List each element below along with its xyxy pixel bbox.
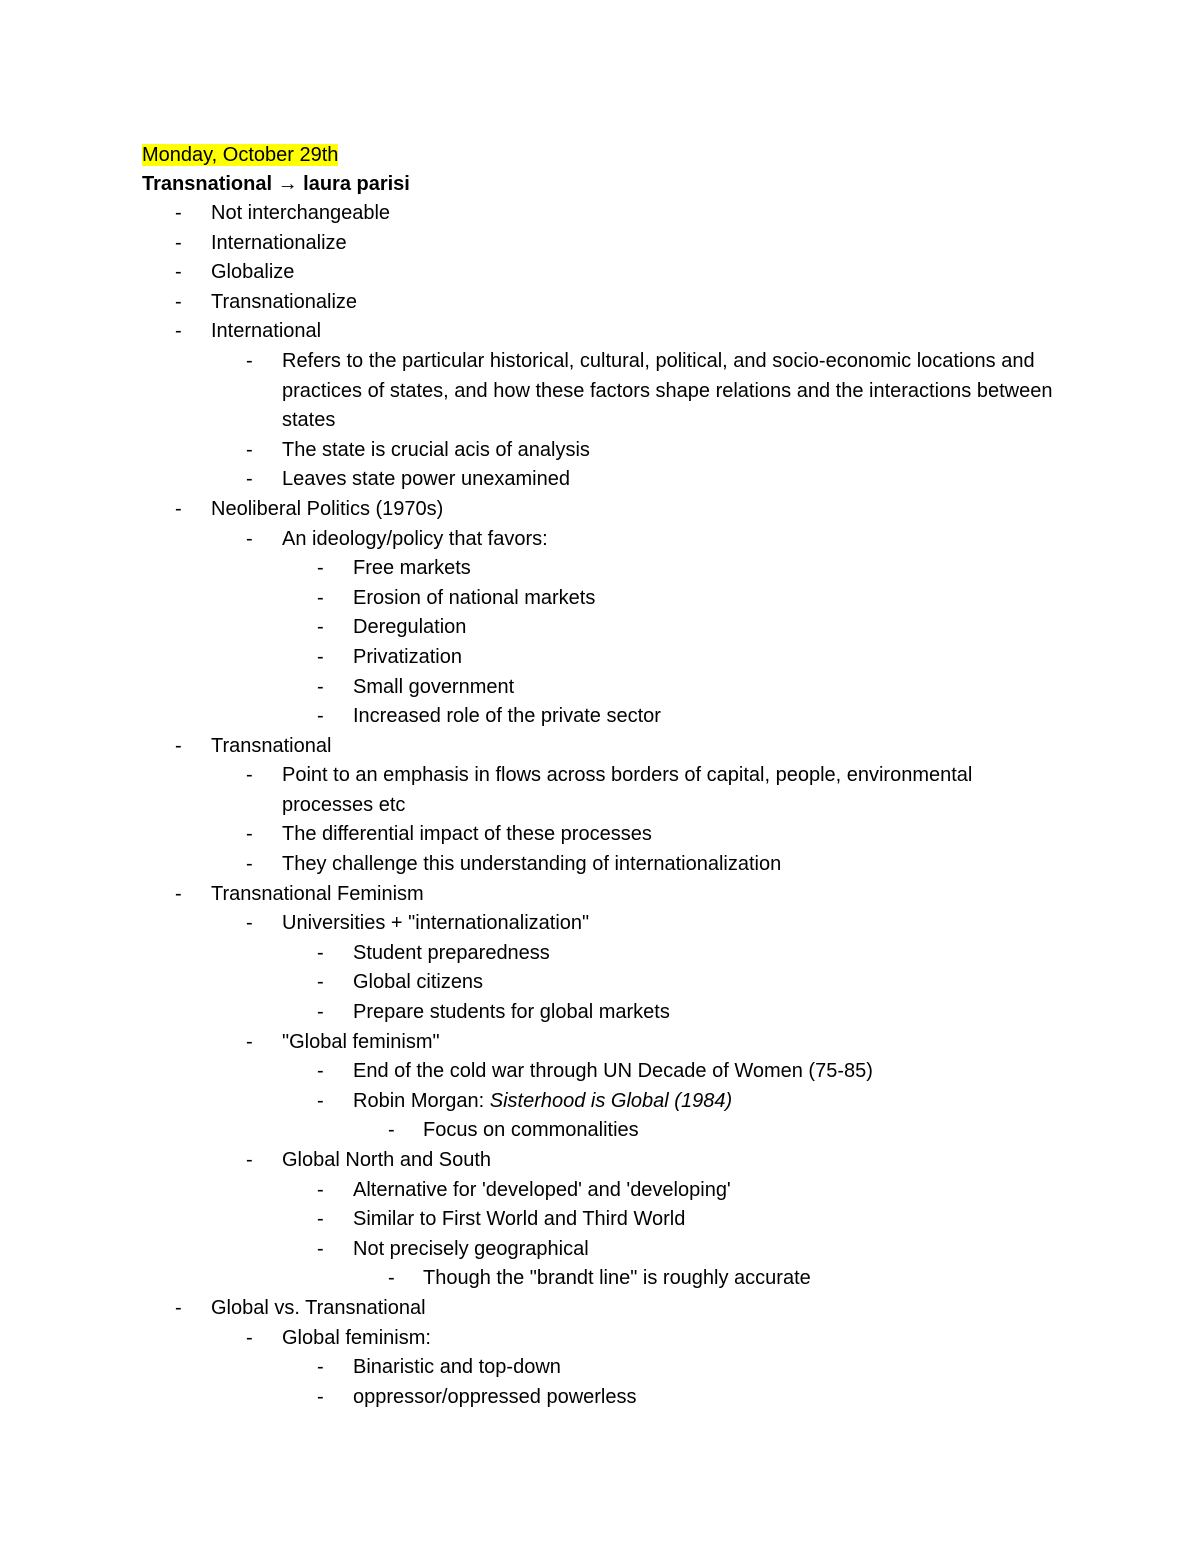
bullet-dash: - — [317, 1089, 324, 1112]
bullet-dash: - — [246, 853, 253, 876]
list-item-text: Transnational Feminism — [211, 882, 424, 905]
bullet-dash: - — [317, 557, 324, 580]
bullet-dash: - — [175, 882, 182, 905]
list-item-text: Internationalize — [211, 231, 347, 254]
list-item — [142, 584, 1072, 614]
bullet-dash: - — [317, 1385, 324, 1408]
list-item-text: Global North and South — [282, 1149, 492, 1171]
list-item-text: Student preparedness — [353, 941, 550, 964]
list-item-text: Neoliberal Politics (1970s) — [211, 497, 444, 520]
bullet-dash: - — [317, 1060, 324, 1083]
bullet-dash: - — [246, 1149, 253, 1171]
bullet-dash: - — [175, 231, 182, 254]
list-item-text: Binaristic and top-down — [353, 1356, 561, 1379]
list-item — [142, 880, 1072, 910]
list-item-text: Erosion of national markets — [353, 586, 596, 609]
list-item-text: Free markets — [353, 557, 471, 580]
bullet-dash: - — [317, 1356, 324, 1379]
list-item-text: Increased role of the private sector — [353, 705, 661, 728]
list-item — [142, 939, 1072, 969]
list-item-text: Global feminism: — [282, 1326, 431, 1349]
list-item-text: They challenge this understanding of internationalization — [282, 853, 782, 876]
list-item-text: Robin Morgan: — [353, 1089, 490, 1112]
list-item — [142, 673, 1072, 703]
list-item — [142, 1353, 1072, 1383]
list-item — [142, 998, 1072, 1028]
bullet-dash: - — [317, 1208, 324, 1231]
bullet-dash: - — [175, 261, 182, 284]
list-item — [142, 1264, 1072, 1294]
book-title: Sisterhood is Global (1984) — [489, 1089, 733, 1112]
bullet-dash: - — [317, 971, 324, 994]
list-item-text: Prepare students for global markets — [353, 1001, 670, 1024]
list-item — [142, 229, 1072, 259]
list-item-text: Similar to First World and Third World — [353, 1208, 686, 1231]
bullet-dash: - — [246, 527, 253, 550]
bullet-dash: - — [246, 764, 253, 787]
list-item — [142, 702, 1072, 732]
bullet-dash: - — [175, 1296, 182, 1319]
list-item-text: Leaves state power unexamined — [282, 468, 570, 491]
list-item-text: Globalize — [211, 261, 295, 284]
list-item — [142, 1383, 1072, 1413]
list-item — [142, 1235, 1072, 1265]
notes-outline — [142, 199, 1072, 1412]
date-highlight: Monday, October 29th — [142, 144, 339, 166]
bullet-dash: - — [388, 1119, 395, 1142]
list-item-text: Privatization — [353, 645, 462, 668]
list-item-text: Point to an emphasis in flows across borders of capital, people, environmental processes etc — [282, 764, 973, 816]
list-item — [142, 1205, 1072, 1235]
list-item — [142, 1146, 1072, 1176]
bullet-dash: - — [246, 1326, 253, 1349]
bullet-dash: - — [317, 1237, 324, 1260]
list-item-text: Global vs. Transnational — [211, 1296, 426, 1319]
list-item — [142, 258, 1072, 288]
list-item — [142, 436, 1072, 466]
list-item-text: Refers to the particular historical, cultural, political, and socio-economic locations and practices of states, and how these factors shape relations and the interactions between states — [282, 349, 1053, 432]
bullet-dash: - — [246, 912, 253, 935]
list-item — [142, 1324, 1072, 1354]
list-item — [142, 1087, 1072, 1117]
list-item — [142, 347, 1072, 436]
bullet-dash: - — [175, 202, 182, 224]
bullet-dash: - — [175, 734, 182, 757]
list-item-text: Transnationalize — [211, 290, 358, 313]
bullet-dash: - — [317, 941, 324, 964]
list-item-text: "Global feminism" — [282, 1030, 440, 1053]
list-item — [142, 1116, 1072, 1146]
list-item — [142, 1028, 1072, 1058]
bullet-dash: - — [317, 1178, 324, 1201]
bullet-dash: - — [317, 705, 324, 728]
list-item-text: End of the cold war through UN Decade of Women (75-85) — [353, 1060, 873, 1083]
list-item-text: Transnational — [211, 734, 332, 757]
list-item — [142, 1294, 1072, 1324]
list-item-text: An ideology/policy that favors: — [282, 527, 548, 550]
list-item — [142, 643, 1072, 673]
list-item — [142, 495, 1072, 525]
list-item-text: Global citizens — [353, 971, 484, 994]
bullet-dash: - — [246, 349, 253, 372]
bullet-dash: - — [246, 438, 253, 461]
list-item — [142, 850, 1072, 880]
list-item — [142, 199, 1072, 229]
list-item — [142, 968, 1072, 998]
list-item — [142, 909, 1072, 939]
list-item — [142, 465, 1072, 495]
list-item — [142, 613, 1072, 643]
list-item — [142, 1176, 1072, 1206]
list-item-text: Deregulation — [353, 616, 467, 639]
bullet-dash: - — [388, 1267, 395, 1290]
bullet-dash: - — [317, 1001, 324, 1024]
list-item-text: The differential impact of these processes — [282, 823, 652, 846]
list-item-text: The state is crucial acis of analysis — [282, 438, 590, 461]
list-item-text: Universities + "internationalization" — [282, 912, 590, 935]
list-item — [142, 761, 1072, 820]
list-item-text: Alternative for 'developed' and 'developing' — [353, 1178, 731, 1201]
list-item — [142, 554, 1072, 584]
list-item — [142, 288, 1072, 318]
bullet-dash: - — [175, 320, 182, 343]
date-line — [142, 141, 1072, 170]
list-item-text: Not interchangeable — [211, 202, 391, 224]
list-item — [142, 1057, 1072, 1087]
list-item-text: International — [211, 320, 322, 343]
bullet-dash: - — [246, 468, 253, 491]
bullet-dash: - — [317, 675, 324, 698]
list-item-text: Though the "brandt line" is roughly accurate — [423, 1267, 811, 1290]
list-item — [142, 525, 1072, 555]
bullet-dash: - — [246, 1030, 253, 1053]
bullet-dash: - — [317, 586, 324, 609]
bullet-dash: - — [175, 290, 182, 313]
document-page — [142, 141, 1072, 1412]
bullet-dash: - — [317, 616, 324, 639]
bullet-dash: - — [175, 497, 182, 520]
list-item-text: oppressor/oppressed powerless — [353, 1385, 637, 1408]
list-item — [142, 317, 1072, 347]
list-item-text: Small government — [353, 675, 515, 698]
list-item — [142, 820, 1072, 850]
bullet-dash: - — [317, 645, 324, 668]
bullet-dash: - — [246, 823, 253, 846]
list-item-text: Not precisely geographical — [353, 1237, 589, 1260]
list-item — [142, 732, 1072, 762]
list-item-text: Focus on commonalities — [423, 1119, 639, 1142]
section-heading: Transnational → laura parisi — [142, 173, 410, 195]
